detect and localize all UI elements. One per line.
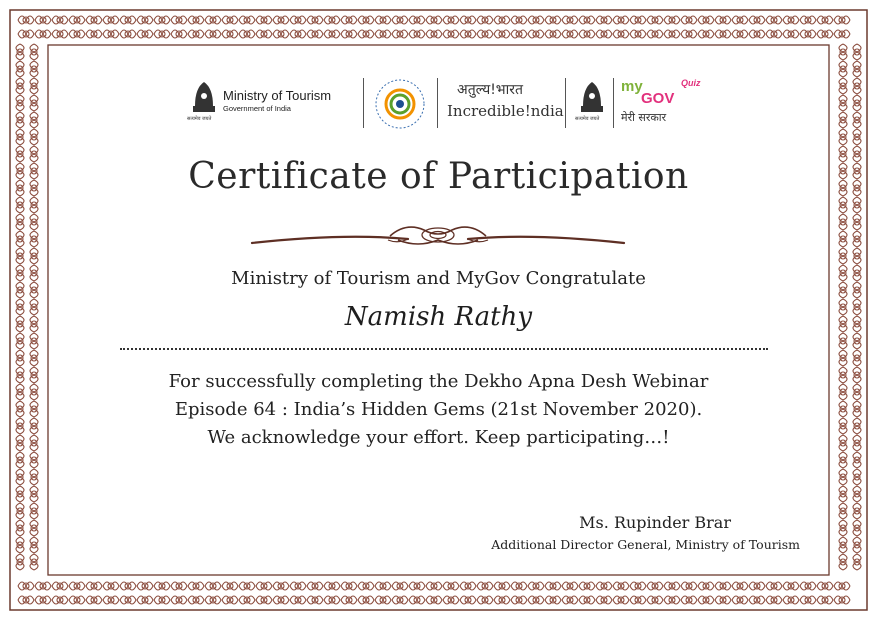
certificate-body (0, 368, 877, 452)
body-line: We acknowledge your effort. Keep participating…! (207, 427, 670, 448)
recipient-name: Namish Rathy (344, 302, 533, 332)
national-emblem-icon (577, 76, 607, 132)
mygov-logo-quiz: Quiz (681, 78, 701, 88)
logo-divider (565, 78, 566, 128)
flourish-divider-icon (248, 216, 628, 256)
ministry-logo-name: Ministry of Tourism (223, 88, 332, 103)
national-emblem-icon (189, 76, 219, 132)
mygov-logo-gov: GOV (641, 90, 675, 107)
dotted-separator (120, 348, 768, 350)
ministry-logo-subtitle: Government of India (223, 104, 291, 113)
body-line: For successfully completing the Dekho Apna Desh Webinar (168, 371, 709, 392)
signatory-name: Ms. Rupinder Brar (579, 513, 731, 532)
mygov-logo-my: my (621, 78, 643, 95)
logo-divider (363, 78, 364, 128)
emblem-caption: सत्यमेव जयते (187, 116, 212, 122)
body-line: Episode 64 : India’s Hidden Gems (21st November 2020). (174, 399, 703, 420)
ek-bharat-logo-icon (371, 76, 429, 132)
mygov-tagline: मेरी सरकार (621, 111, 667, 124)
congratulate-line: Ministry of Tourism and MyGov Congratulate (231, 268, 646, 289)
incredible-india-hindi: अतुल्य!भारत (457, 82, 523, 98)
emblem-caption: सत्यमेव जयते (575, 116, 600, 122)
incredible-india-english: Incredible!ndia (447, 102, 564, 120)
logo-divider (437, 78, 438, 128)
logo-strip (185, 76, 725, 132)
signatory-designation: Additional Director General, Ministry of Tourism (491, 537, 800, 552)
certificate-title: Certificate of Participation (188, 156, 689, 197)
logo-divider (613, 78, 614, 128)
